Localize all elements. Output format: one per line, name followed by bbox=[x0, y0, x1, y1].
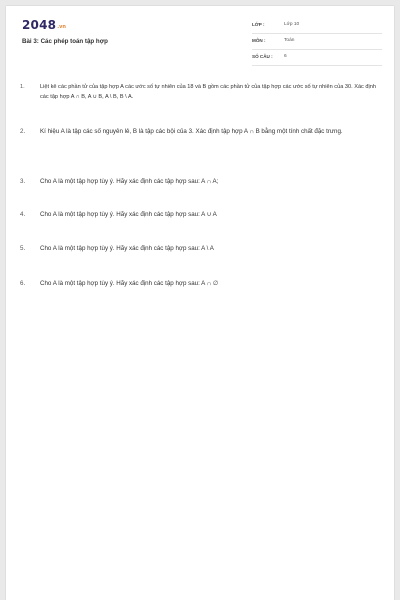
question-number: 5. bbox=[20, 245, 26, 252]
meta-value: Toán bbox=[284, 38, 295, 43]
meta-label: MÔN : bbox=[252, 38, 266, 43]
question-number: 2. bbox=[20, 128, 26, 135]
question-number: 6. bbox=[20, 280, 26, 287]
question-text: Liệt kê các phần tử của tập hợp A các ước số tự nhiên của 18 và B gồm các phần tử của tập hợp các ước số tự nhiên của 30. Xác định các tập hợp A ∩ B, A ∪ B, A \ B, B \ A. bbox=[40, 84, 376, 100]
question-text: Cho A là một tập hợp tùy ý. Hãy xác định các tập hợp sau: A ∪ A bbox=[40, 211, 217, 218]
meta-row-question-count bbox=[252, 52, 382, 66]
meta-label: LỚP : bbox=[252, 22, 265, 27]
worksheet-header bbox=[6, 6, 394, 68]
question-text: Cho A là một tập hợp tùy ý. Hãy xác định các tập hợp sau: A ∩ ∅ bbox=[40, 280, 219, 287]
meta-info bbox=[252, 20, 382, 68]
worksheet-page bbox=[6, 6, 394, 600]
meta-label: SỐ CÂU : bbox=[252, 54, 273, 59]
meta-row-subject bbox=[252, 36, 382, 50]
lesson-title: Bài 3: Các phép toán tập hợp bbox=[22, 38, 108, 45]
logo-suffix: .vn bbox=[57, 24, 66, 30]
meta-value: 6 bbox=[284, 54, 287, 59]
question-number: 3. bbox=[20, 178, 26, 185]
question-text: Cho A là một tập hợp tùy ý. Hãy xác định các tập hợp sau: A ∩ A; bbox=[40, 178, 219, 185]
logo[interactable] bbox=[22, 18, 66, 32]
question-number: 1. bbox=[20, 84, 25, 90]
question-number: 4. bbox=[20, 211, 26, 218]
question-text: Cho A là một tập hợp tùy ý. Hãy xác định các tập hợp sau: A \ A bbox=[40, 245, 214, 252]
meta-value: Lớp 10 bbox=[284, 22, 300, 27]
meta-row-class bbox=[252, 20, 382, 34]
question-text: Kí hiệu A là tập các số nguyên lẻ, B là tập các bội của 3. Xác định tập hợp A ∩ B bằng một tính chất đặc trưng. bbox=[40, 128, 343, 135]
logo-main: 2048 bbox=[22, 18, 57, 32]
